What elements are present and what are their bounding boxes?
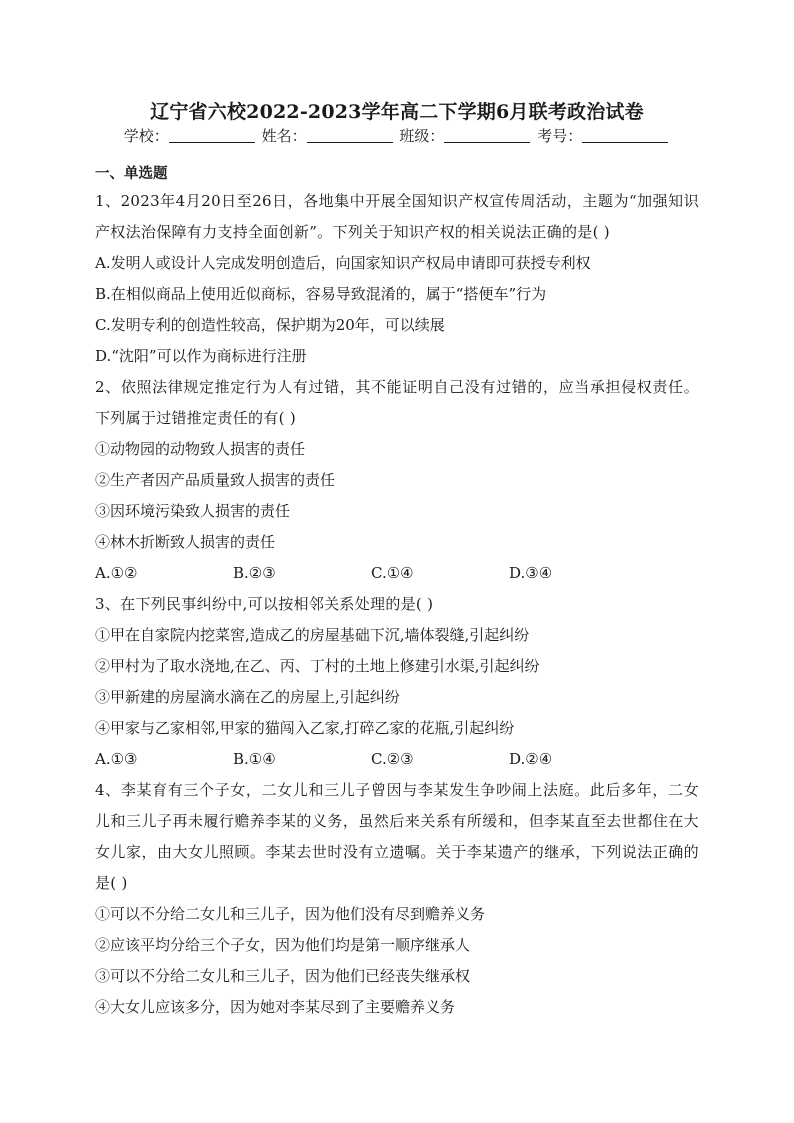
school-blank (169, 128, 255, 143)
choice-d: D.③④ (509, 564, 553, 582)
option-a: A.发明人或设计人完成发明创造后，向国家知识产权局申请即可获授专利权 (95, 254, 591, 272)
statement-item: ①甲在自家院内挖菜窖,造成乙的房屋基础下沉,墙体裂缝,引起纠纷 (95, 626, 530, 644)
statement-item: ①动物园的动物致人损害的责任 (95, 440, 306, 458)
choice-d: D.②④ (509, 750, 553, 768)
name-blank (307, 128, 393, 143)
exam-content (95, 163, 699, 1023)
choice-c: C.②③ (371, 750, 414, 768)
statement-item: ④大女儿应该多分，因为她对李某尽到了主要赡养义务 (95, 998, 456, 1016)
answer-choices (95, 744, 699, 775)
number-blank (582, 128, 668, 143)
choice-b: B.①④ (233, 750, 276, 768)
option-b: B.在相似商品上使用近似商标，容易导致混淆的，属于“搭便车”行为 (95, 285, 547, 303)
question-stem: 1、2023年4月20日至26日，各地集中开展全国知识产权宣传周活动，主题为“加强知识产权法治保障有力支持全面创新”。下列关于知识产权的相关说法正确的是( ) (95, 192, 699, 241)
question-stem: 3、在下列民事纠纷中,可以按相邻关系处理的是( ) (95, 595, 434, 613)
name-label: 姓名： (261, 127, 307, 145)
section-title: 一、单选题 (95, 165, 168, 182)
statement-item: ③可以不分给二女儿和三儿子，因为他们已经丧失继承权 (95, 967, 471, 985)
question-2 (95, 372, 699, 589)
choice-a: A.①③ (95, 750, 138, 768)
question-stem: 4、李某育有三个子女，二女儿和三儿子曾因与李某发生争吵闹上法庭。此后多年，二女儿和三儿子再未履行赡养李某的义务，虽然后来关系有所缓和，但李某直至去世都住在大女儿家，由大女儿照顾。李某去世时没有立遗嘱。关于李某遗产的继承，下列说法正确的是( ) (95, 781, 699, 892)
school-label: 学校： (123, 127, 169, 145)
answer-choices (95, 558, 699, 589)
class-label: 班级： (399, 127, 445, 145)
statement-item: ②生产者因产品质量致人损害的责任 (95, 471, 336, 489)
student-info-line (0, 125, 794, 146)
class-blank (444, 128, 530, 143)
statement-item: ②应该平均分给三个子女，因为他们均是第一顺序继承人 (95, 936, 471, 954)
choice-a: A.①② (95, 564, 138, 582)
question-4 (95, 775, 699, 1023)
exam-title: 辽宁省六校2022-2023学年高二下学期6月联考政治试卷 (150, 101, 644, 123)
option-c: C.发明专利的创造性较高，保护期为20年，可以续展 (95, 316, 445, 334)
choice-b: B.②③ (233, 564, 276, 582)
statement-item: ③因环境污染致人损害的责任 (95, 502, 291, 520)
choice-c: C.①④ (371, 564, 414, 582)
question-3 (95, 589, 699, 775)
question-stem: 2、依照法律规定推定行为人有过错，其不能证明自己没有过错的，应当承担侵权责任。下列属于过错推定责任的有( ) (95, 378, 699, 427)
option-d: D.“沈阳”可以作为商标进行注册 (95, 347, 307, 365)
statement-item: ②甲村为了取水浇地,在乙、丙、丁村的土地上修建引水渠,引起纠纷 (95, 657, 540, 675)
statement-item: ④甲家与乙家相邻,甲家的猫闯入乙家,打碎乙家的花瓶,引起纠纷 (95, 719, 515, 737)
statement-item: ①可以不分给二女儿和三儿子，因为他们没有尽到赡养义务 (95, 905, 486, 923)
number-label: 考号： (537, 127, 583, 145)
statement-item: ③甲新建的房屋滴水滴在乙的房屋上,引起纠纷 (95, 688, 400, 706)
statement-item: ④林木折断致人损害的责任 (95, 533, 276, 551)
question-1 (95, 186, 699, 372)
